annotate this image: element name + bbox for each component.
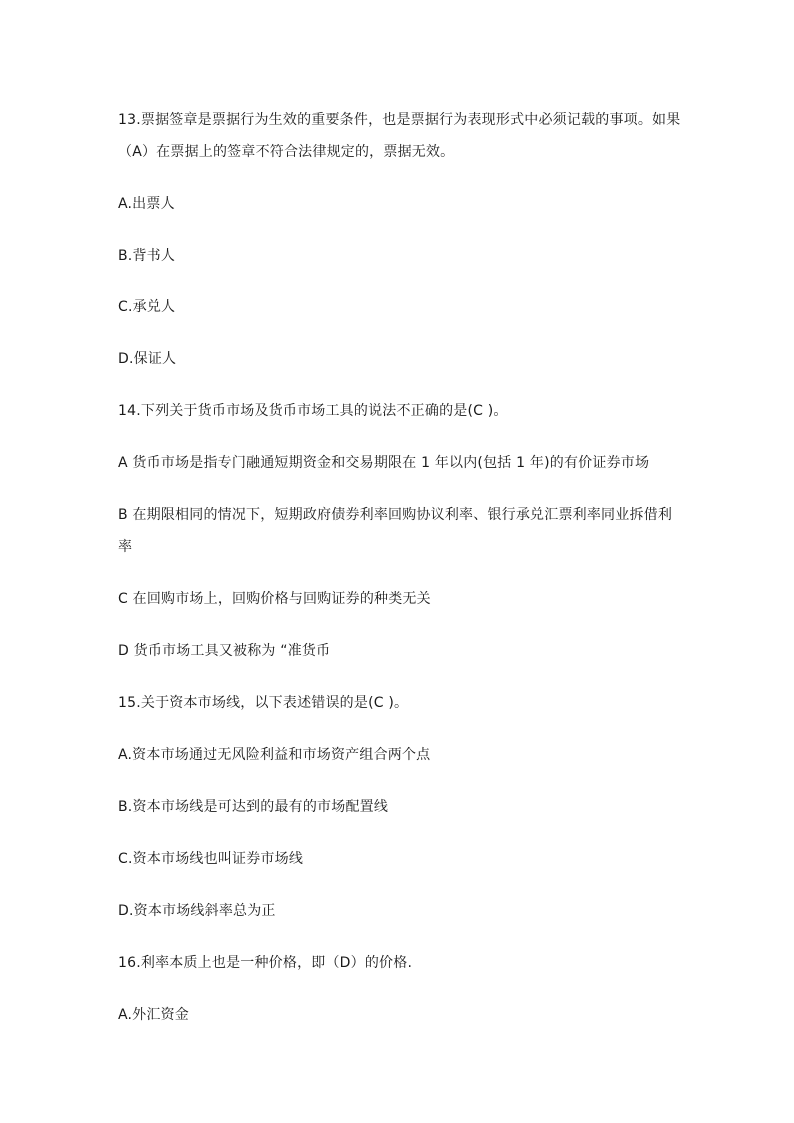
question-13-stem-line-2: （A）在票据上的签章不符合法律规定的，票据无效。 (118, 144, 455, 160)
question-14-stem: 14.下列关于货币市场及货币市场工具的说法不正确的是(C )。 (118, 403, 508, 419)
question-15-option-b: B.资本市场线是可达到的最有的市场配置线 (118, 799, 389, 815)
question-13-option-a: A.出票人 (118, 196, 175, 212)
question-15-option-a: A.资本市场通过无风险利益和市场资产组合两个点 (118, 747, 431, 763)
question-13-option-d: D.保证人 (118, 351, 177, 367)
question-14-option-c: C 在回购市场上，回购价格与回购证券的种类无关 (118, 591, 431, 607)
question-13-option-b: B.背书人 (118, 248, 176, 264)
question-13-option-c: C.承兑人 (118, 299, 176, 315)
question-15-option-d: D.资本市场线斜率总为正 (118, 903, 276, 919)
question-14-option-b-line-2: 率 (118, 539, 133, 555)
question-14-option-b-line-1: B 在期限相同的情况下，短期政府债券利率回购协议利率、银行承兑汇票利率同业拆借利 (118, 507, 673, 523)
question-15-option-c: C.资本市场线也叫证券市场线 (118, 851, 304, 867)
question-13-stem-line-1: 13.票据签章是票据行为生效的重要条件，也是票据行为表现形式中必须记载的事项。如果 (118, 112, 681, 128)
question-14-option-a: A 货币市场是指专门融通短期资金和交易期限在 1 年以内(包括 1 年)的有价证券市场 (118, 455, 650, 471)
question-16-option-a: A.外汇资金 (118, 1007, 189, 1023)
question-14-option-d: D 货币市场工具又被称为 “准货币 (118, 643, 331, 659)
question-16-stem: 16.利率本质上也是一种价格，即（D）的价格. (118, 955, 413, 971)
question-15-stem: 15.关于资本市场线，以下表述错误的是(C )。 (118, 695, 409, 711)
